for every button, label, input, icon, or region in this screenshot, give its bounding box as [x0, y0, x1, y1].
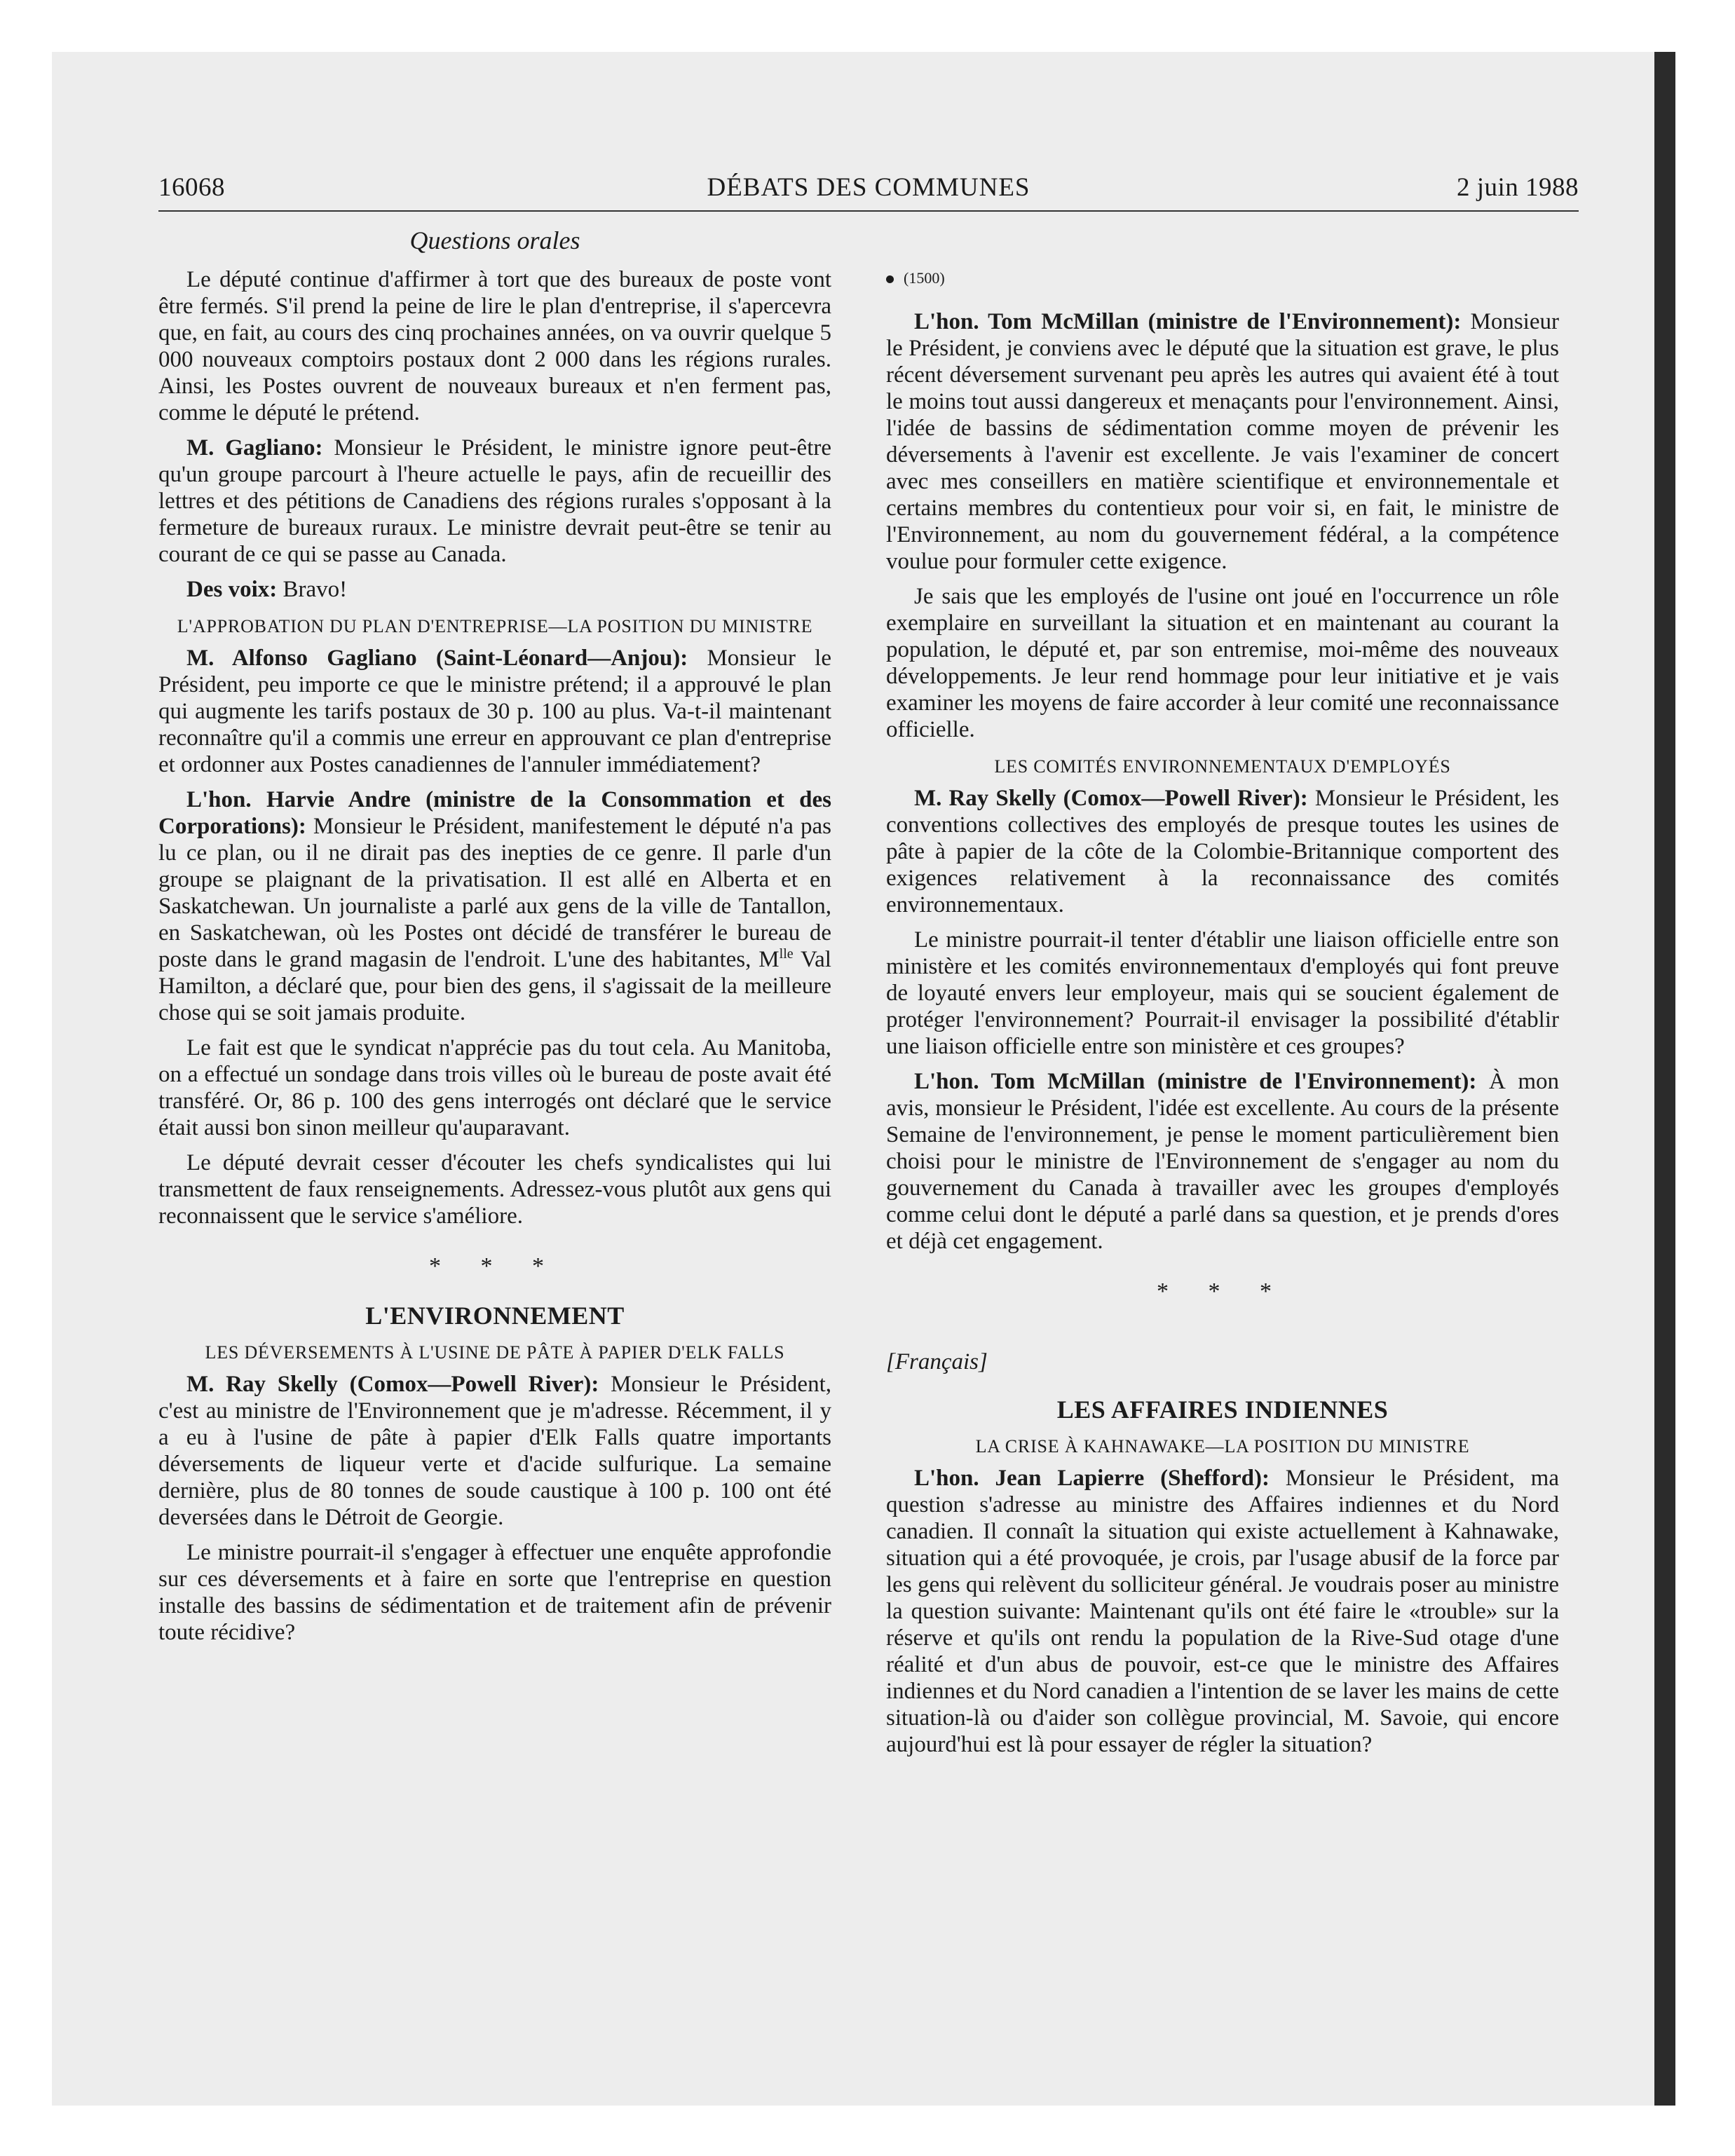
- paragraph: [158, 786, 831, 1026]
- speaker-name: L'hon. Harvie Andre (ministre de la Consommation et des Corporations):: [158, 787, 831, 839]
- paragraph: [886, 1465, 1559, 1758]
- speech-text: À mon avis, monsieur le Président, l'idée est excellente. Au cours de la présente Semaine de l'environnement, je pense le moment particulièrement bien choisi pour le ministre de l'Environnement de s'engager au nom du gouvernement du Canada à travailler avec les groupes d'employés comme celui dont le député a parlé dans sa question, et je prends d'ores et déjà cet engagement.: [886, 1069, 1559, 1254]
- speaker-name: L'hon. Jean Lapierre (Shefford):: [914, 1466, 1270, 1491]
- speech-text: Monsieur le Président, peu importe ce que le ministre prétend; il a approuvé le plan qui augmente les tarifs postaux de 30 p. 100 au plus. Va-t-il maintenant reconnaître qu'il a commis une erreur en approuvant ce plan d'entreprise et ordonner aux Postes canadiennes de l'annuler immédiatement?: [158, 646, 831, 777]
- paragraph: [158, 645, 831, 778]
- speech-text: Val Hamilton, a déclaré que, pour bien des gens, il s'agissait de la meilleure chose qui se soit jamais produite.: [158, 947, 831, 1025]
- section-separator: * * *: [429, 1253, 561, 1279]
- paragraph: Le fait est que le syndicat n'apprécie pas du tout cela. Au Manitoba, on a effectué un sondage dans trois villes où le bureau de poste avait été transféré. Or, 86 p. 100 des gens interrogés ont déclaré que le service était aussi bon sinon meilleur qu'auparavant.: [158, 1035, 831, 1140]
- bullet-icon: [886, 275, 894, 283]
- page-number: 16068: [158, 173, 225, 202]
- subheading: L'APPROBATION DU PLAN D'ENTREPRISE—LA POSITION DU MINISTRE: [177, 616, 813, 636]
- section-title: Questions orales: [409, 226, 580, 254]
- superscript: lle: [779, 946, 794, 962]
- speech-text: Monsieur le Président, c'est au ministre de l'Environnement que je m'adresse. Récemment, il y a eu à l'usine de pâte à papier d'Elk Falls quatre importants déversements de liqueur verte et d'acide sulfurique. La semaine dernière, plus de 80 tonnes de soude caustique à 100 p. 100 ont été deversées dans le Détroit de Georgie.: [158, 1372, 831, 1530]
- section-heading: LES AFFAIRES INDIENNES: [1056, 1396, 1389, 1424]
- language-marker: [Français]: [886, 1349, 988, 1374]
- speaker-name: M. Alfonso Gagliano (Saint-Léonard—Anjou):: [186, 646, 688, 671]
- page-binding-edge: [1654, 52, 1675, 2106]
- subheading: LES DÉVERSEMENTS À L'USINE DE PÂTE À PAPIER D'ELK FALLS: [205, 1342, 785, 1363]
- paragraph: Le député devrait cesser d'écouter les chefs syndicalistes qui lui transmettent de faux renseignements. Adressez-vous plutôt aux gens qui reconnaissent que le service s'améliore.: [158, 1150, 831, 1229]
- speech-text: Monsieur le Président, les conventions collectives des employés de presque toutes les usines de pâte à papier de la côte de la Colombie-Britannique comportent des exigences relativement à la reconnaissance des comités environnementaux.: [886, 786, 1559, 917]
- paragraph: [886, 1068, 1559, 1255]
- speech-text: Monsieur le Président, ma question s'adresse au ministre des Affaires indiennes et du Nord canadien. Il connaît la situation qui existe actuellement à Kahnawake, situation qui a été provoquée, je crois, par l'usage abusif de la force par les gens qui relèvent du solliciteur général. Je voudrais poser au ministre la question suivante: Maintenant qu'ils ont été faire le «trouble» sur la réserve et qu'ils ont rendu la population de la Rive-Sud otage d'une réalité et d'un abus de pouvoir, est-ce que le ministre des Affaires indiennes et du Nord canadien a l'intention de se laver les mains de cette situation-là ou d'aider son collègue provincial, M. Savoie, qui encore aujourd'hui est là pour essayer de régler la situation?: [886, 1466, 1559, 1757]
- speech-text: Monsieur le Président, le ministre ignore peut-être qu'un groupe parcourt à l'heure actuelle le pays, afin de recueillir des lettres et des pétitions de Canadiens des régions rurales s'opposant à la fermeture de bureaux ruraux. Le ministre devrait peut-être se tenir au courant de ce qui se passe au Canada.: [158, 435, 831, 567]
- speaker-name: M. Ray Skelly (Comox—Powell River):: [186, 1372, 599, 1397]
- paragraph: Le député continue d'affirmer à tort que des bureaux de poste vont être fermés. S'il prend la peine de lire le plan d'entreprise, il s'apercevra que, en fait, au cours des cinq prochaines années, on va ouvrir quelque 5 000 nouveaux comptoirs postaux dont 2 000 dans les régions rurales. Ainsi, les Postes ouvrent de nouveaux bureaux et n'en ferment pas, comme le député le prétend.: [158, 267, 831, 425]
- speaker-name: Des voix:: [186, 577, 278, 602]
- paragraph: Le ministre pourrait-il s'engager à effectuer une enquête approfondie sur ces déversements et à faire en sorte que l'entreprise en question installe des bassins de sédimentation et de traitement afin de prévenir toute récidive?: [158, 1540, 831, 1645]
- speech-text: Monsieur le Président, manifestement le député n'a pas lu ce plan, ou il ne dirait pas des inepties de ce genre. Il parle d'un groupe se plaignant de la privatisation. Il est allé en Alberta et en Saskatchewan. Un journaliste a parlé aux gens de la ville de Tantallon, en Saskatchewan, où les Postes ont décidé de transférer le bureau de poste dans le grand magasin de l'endroit. L'une des habitantes, M: [158, 814, 831, 972]
- speech-text: Bravo!: [277, 577, 348, 602]
- time-marker: [886, 265, 1559, 292]
- paragraph: [886, 785, 1559, 918]
- section-separator: * * *: [1157, 1278, 1288, 1304]
- paragraph: [886, 308, 1559, 575]
- speaker-name: M. Gagliano:: [186, 435, 323, 460]
- speaker-name: M. Ray Skelly (Comox—Powell River):: [914, 786, 1308, 811]
- subheading: LA CRISE À KAHNAWAKE—LA POSITION DU MINISTRE: [975, 1436, 1470, 1456]
- section-heading: L'ENVIRONNEMENT: [365, 1302, 625, 1330]
- publication-title: DÉBATS DES COMMUNES: [707, 173, 1030, 202]
- paragraph: [158, 576, 831, 603]
- speech-text: Monsieur le Président, je conviens avec le député que la situation est grave, le plus récent déversement survenant peu après les autres qui avaient été à tout le moins tout aussi dangereux et menaçants pour l'environnement. Ainsi, l'idée de bassins de sédimentation comme moyen de prévenir les déversements à l'avenir est excellente. Je vais l'examiner de concert avec mes conseillers en matière scientifique et environnementale et certains membres du contentieux pour voir si, en fait, le ministre de l'Environnement, au nom du gouvernement fédéral, a la compétence voulue pour formuler cette exigence.: [886, 309, 1559, 574]
- paragraph: Le ministre pourrait-il tenter d'établir une liaison officielle entre son ministère et les comités environnementaux d'employés qui font preuve de loyauté envers leur employeur, mais qui se soucient également de protéger l'environnement? Pourrait-il envisager la possibilité d'établir une liaison officielle entre son ministère et ces groupes?: [886, 927, 1559, 1059]
- publication-date: 2 juin 1988: [1456, 173, 1579, 202]
- subheading: LES COMITÉS ENVIRONNEMENTAUX D'EMPLOYÉS: [994, 756, 1451, 777]
- paragraph: Je sais que les employés de l'usine ont joué en l'occurrence un rôle exemplaire en surveillant la situation et en maintenant au courant la population, le député et, par son entremise, moi-même des nouveaux développements. Je leur rend hommage pour leur initiative et je vais examiner les moyens de faire accorder à leur comité une reconnaissance officielle.: [886, 584, 1559, 742]
- paragraph: [158, 1371, 831, 1531]
- speaker-name: L'hon. Tom McMillan (ministre de l'Environnement):: [914, 1069, 1477, 1094]
- page-header: [158, 168, 1579, 212]
- paragraph: [158, 435, 831, 568]
- speaker-name: L'hon. Tom McMillan (ministre de l'Environnement):: [914, 309, 1462, 334]
- time-stamp: (1500): [904, 269, 945, 287]
- right-column: [886, 261, 1559, 1766]
- left-column: [158, 266, 831, 1654]
